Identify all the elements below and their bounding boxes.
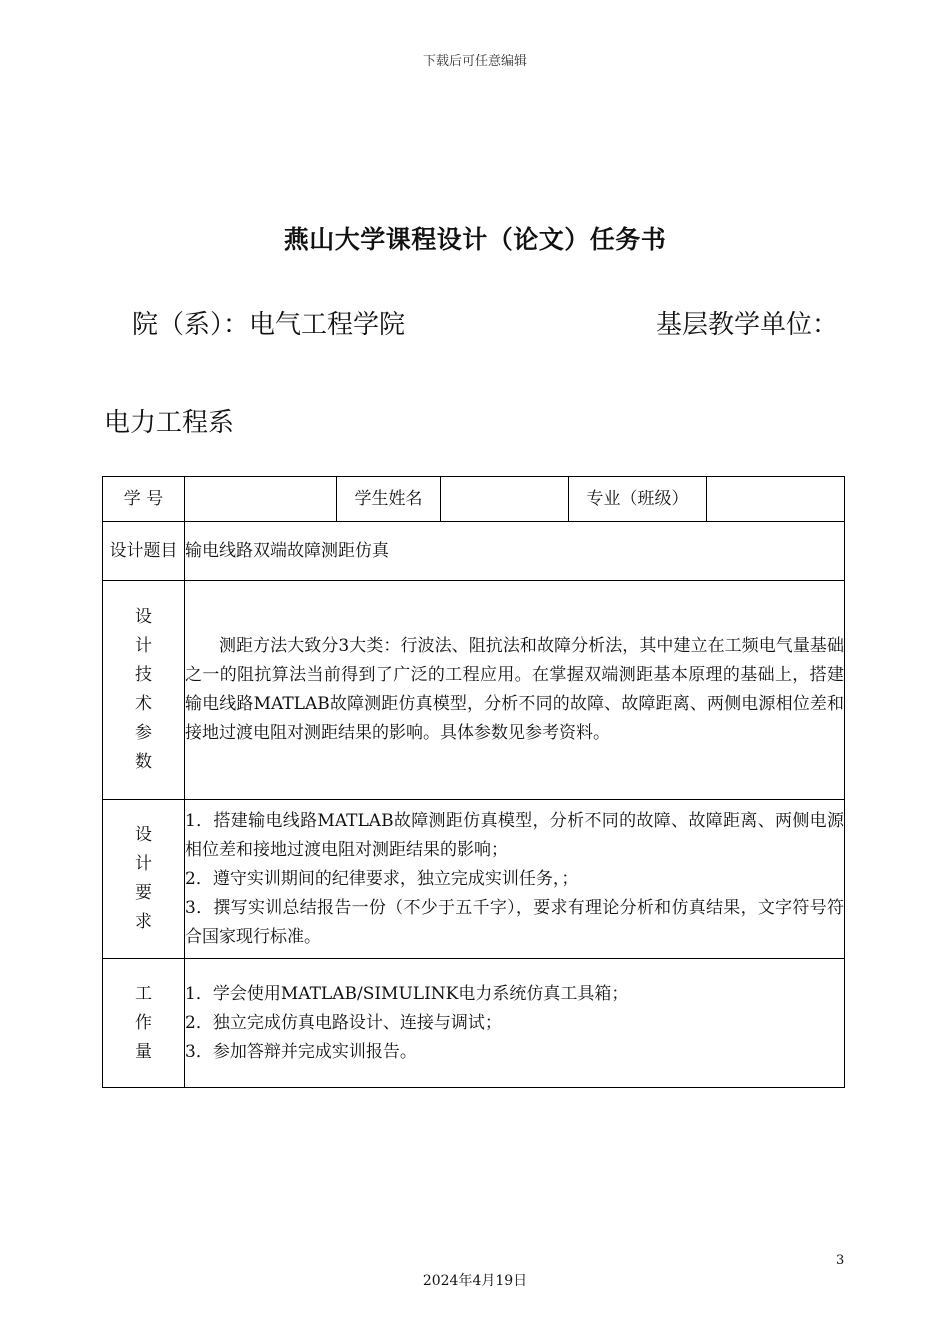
teaching-unit-label: 基层教学单位：	[656, 310, 839, 340]
task-table	[102, 476, 845, 1088]
list-item: 1．搭建输电线路MATLAB故障测距仿真模型，分析不同的故障、故障距离、两侧电源相位差和接地过渡电阻对测距结果的影响；	[185, 810, 844, 860]
table-row	[103, 800, 845, 959]
header-note: 下载后可任意编辑	[422, 54, 527, 69]
tech-params-text: 测距方法大致分3大类：行波法、阻抗法和故障分析法，其中建立在工频电气量基础之一的阻抗算法当前得到了广泛的工程应用。在掌握双端测距基本原理的基础上，搭建输电线路MATLAB故障测距仿真模型，分析不同的故障、故障距离、两侧电源相位差和接地过渡电阻对测距结果的影响。具体参数见参考资料。	[185, 581, 845, 800]
tech-params-label: 设 计 技 术 参 数	[103, 581, 185, 800]
topic-value: 输电线路双端故障测距仿真	[185, 522, 845, 581]
topic-label: 设计题目	[103, 522, 185, 581]
major-value	[707, 477, 845, 522]
list-item: 3．撰写实训总结报告一份（不少于五千字），要求有理论分析和仿真结果，文字符号符合国家现行标准。	[185, 897, 844, 947]
footer-date: 2024年4月19日	[422, 1273, 528, 1289]
table-row	[103, 581, 845, 800]
list-item: 2．遵守实训期间的纪律要求，独立完成实训任务，；	[185, 868, 579, 889]
list-item: 1．学会使用MATLAB/SIMULINK电力系统仿真工具箱；	[185, 983, 629, 1004]
requirements-list	[185, 800, 845, 959]
student-name-label: 学生姓名	[337, 477, 441, 522]
list-item: 3．参加答辩并完成实训报告。	[185, 1041, 417, 1062]
page-number: 3	[836, 1253, 845, 1268]
document-title: 燕山大学课程设计（论文）任务书	[283, 225, 667, 254]
student-id-value	[185, 477, 337, 522]
table-row	[103, 477, 845, 522]
table-row	[103, 522, 845, 581]
requirements-label: 设 计 要 求	[103, 800, 185, 959]
table-row	[103, 959, 845, 1088]
student-name-value	[441, 477, 569, 522]
workload-list	[185, 959, 845, 1088]
department-label: 院（系）：电气工程学院	[132, 310, 406, 340]
list-item: 2．独立完成仿真电路设计、连接与调试；	[185, 1012, 502, 1033]
workload-label: 工 作 量	[103, 959, 185, 1088]
student-id-label: 学 号	[103, 477, 185, 522]
teaching-unit-value: 电力工程系	[104, 408, 235, 438]
major-label: 专业（班级）	[569, 477, 707, 522]
